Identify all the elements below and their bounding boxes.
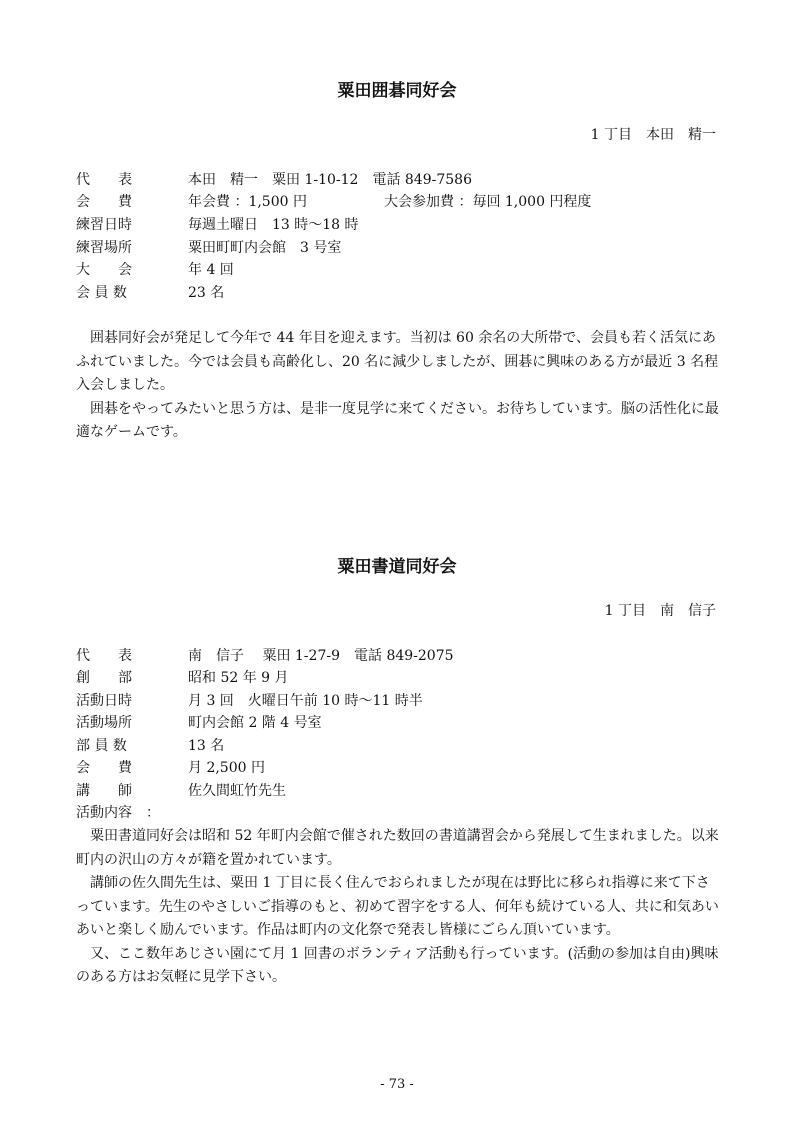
info-value: 佐久間虹竹先生: [188, 783, 286, 799]
info-label: 創 部: [76, 670, 132, 686]
info-value: 年会費 ：1,500 円: [188, 194, 307, 210]
paragraph: 講師の佐久間先生は、粟田 1 丁目に長く住んでおられましたが現在は野比に移られ指導に来て下さっています。先生のやさしいご指導のもと、初めて習字をする人、何年も続けている人、共に和気あいあいと楽しく励んでいます。作品は町内の文化祭で発表し皆様にごらん頂いています。: [76, 875, 719, 938]
info-value: 月 2,500 円: [188, 760, 265, 776]
page-number: - 73 -: [380, 1077, 414, 1092]
info-value: 昭和 52 年 9 月: [188, 670, 289, 686]
info-label: 練習場所: [76, 240, 132, 256]
info-label: 会 員 数: [76, 285, 127, 301]
info-label: 代 表: [76, 648, 132, 664]
info-value: 毎週土曜日 13 時～18 時: [188, 217, 359, 233]
info-label: 代 表: [76, 172, 132, 188]
info-value: 本田 精一 粟田 1-10-12 電話 849-7586: [188, 172, 472, 188]
paragraph: 又、ここ数年あじさい園にて月 1 回書のボランティア活動も行っています。(活動の参加は自由)興味のある方はお気軽に見学下さい。: [76, 945, 719, 985]
info-value: 年 4 回: [188, 262, 234, 278]
info-value: 南 信子 粟田 1-27-9 電話 849-2075: [188, 648, 454, 664]
info-label: 活動日時: [76, 693, 132, 709]
section2-body: [76, 825, 722, 990]
info-label: 練習日時: [76, 217, 132, 233]
section1-author: 1 丁目 本田 精一: [590, 127, 716, 143]
info-value: 23 名: [188, 285, 225, 301]
info-label: 会 費: [76, 760, 132, 776]
paragraph: 粟田書道同好会は昭和 52 年町内会館で催された数回の書道講習会から発展して生まれました。以来町内の沢山の方々が籍を置かれています。: [76, 828, 719, 868]
info-value: 13 名: [188, 738, 225, 754]
info-value-secondary: 大会参加費 ：毎回 1,000 円程度: [384, 194, 592, 210]
info-value: 月 3 回 火曜日午前 10 時～11 時半: [188, 693, 423, 709]
info-value: 町内会館 2 階 4 号室: [188, 715, 322, 731]
info-label: 講 師: [76, 783, 132, 799]
paragraph: 囲碁同好会が発足して今年で 44 年目を迎えます。当初は 60 余名の大所帯で、会員も若く活気にあふれていました。今では会員も高齢化し、20 名に減少しましたが、囲碁に興味のある方が最近 3 名程入会しました。: [76, 330, 719, 393]
info-value: 粟田町町内会館 3 号室: [188, 240, 342, 256]
section2-title: 粟田書道同好会: [337, 557, 457, 577]
info-label: 活動内容 ：: [76, 805, 160, 821]
info-label: 大 会: [76, 262, 132, 278]
info-label: 活動場所: [76, 715, 132, 731]
paragraph: 囲碁をやってみたいと思う方は、是非一度見学に来てください。お待ちしています。脳の活性化に最適なゲームです。: [76, 400, 719, 440]
section1-body: [76, 327, 722, 445]
info-label: 会 費: [76, 194, 132, 210]
info-label: 部 員 数: [76, 738, 127, 754]
section2-author: 1 丁目 南 信子: [604, 603, 716, 619]
section1-title: 粟田囲碁同好会: [337, 81, 457, 101]
